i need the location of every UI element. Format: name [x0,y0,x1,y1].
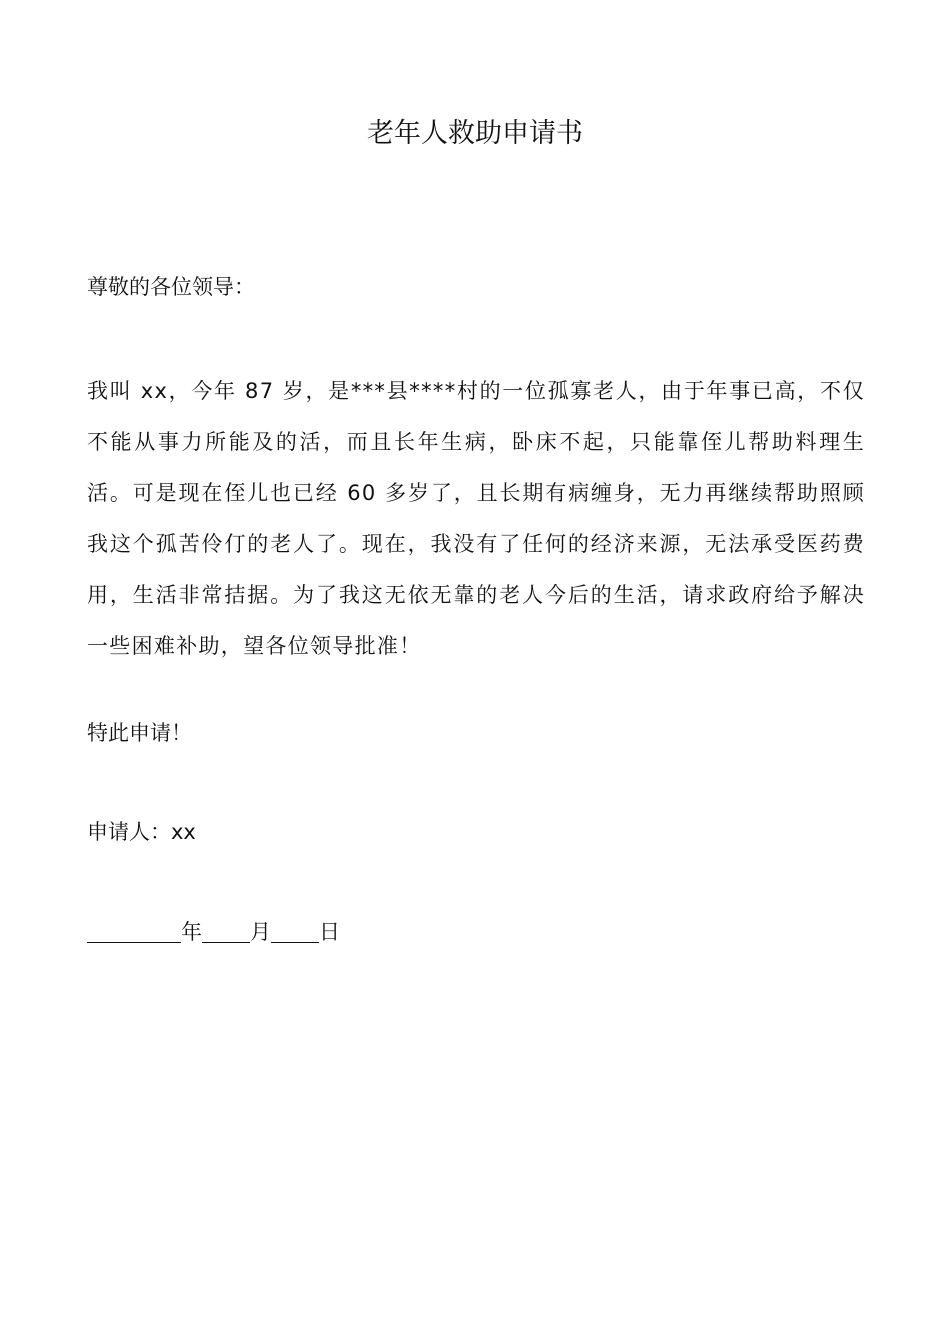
salutation: 尊敬的各位领导： [87,275,255,299]
closing-line: 特此申请！ [87,721,192,745]
body-paragraph: 我叫 xx，今年 87 岁，是***县****村的一位孤寡老人，由于年事已高，不仅不能从事力所能及的活，而且长年生病，卧床不起，只能靠侄儿帮助料理生活。可是现在侄儿也已经 60 多岁了，且长期有病缠身，无力再继续帮助照顾我这个孤苦伶仃的老人了。现在，我没有了任何的经济来源，无法承受医药费用，生活非常拮据。为了我这无依无靠的老人今后的生活，请求政府给予解决一些困难补助，望各位领导批准！ [87,379,865,658]
applicant-line: 申请人：xx [87,820,196,844]
date-line [87,916,340,948]
day-blank [271,918,319,943]
year-label: 年 [181,920,202,944]
month-label: 月 [250,920,271,944]
year-blank [87,918,181,943]
month-blank [202,918,250,943]
day-label: 日 [319,920,340,944]
document-title: 老年人救助申请书 [367,118,583,149]
